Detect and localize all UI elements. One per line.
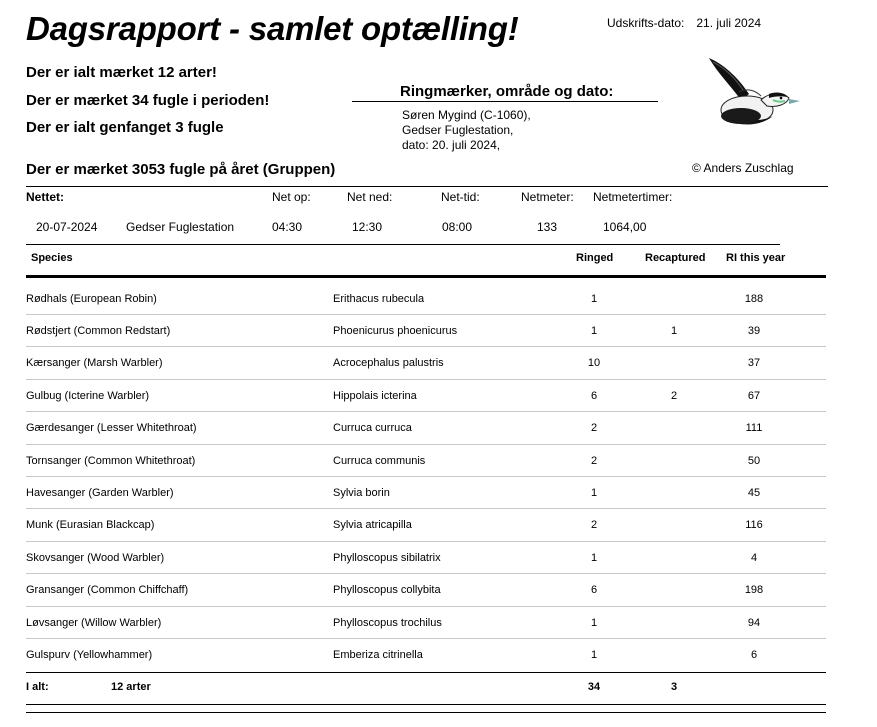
ringed-count: 1 — [590, 648, 598, 661]
divider — [26, 672, 826, 673]
ringer-name: Søren Mygind (C-1060), — [402, 108, 531, 122]
print-date-label: Udskrifts-dato: — [607, 16, 685, 30]
ringed-count: 1 — [590, 551, 598, 564]
net-down: 12:30 — [352, 220, 383, 234]
net-meters: 133 — [537, 220, 558, 234]
species-name: Rødstjert (Common Redstart) — [26, 324, 171, 337]
print-date — [607, 16, 761, 30]
species-latin: Sylvia atricapilla — [333, 519, 412, 532]
species-latin: Erithacus rubecula — [333, 292, 425, 305]
ringed-count: 1 — [590, 292, 598, 305]
net-down-header: Net ned: — [347, 190, 393, 204]
year-count: 67 — [747, 389, 761, 402]
net-meters-header: Netmeter: — [521, 190, 574, 204]
divider — [26, 244, 780, 245]
species-latin: Phylloscopus trochilus — [333, 616, 442, 629]
net-up-header: Net op: — [272, 190, 311, 204]
divider — [26, 704, 826, 705]
table-row — [0, 476, 877, 509]
summary-recaptured: Der er ialt genfanget 3 fugle — [26, 119, 224, 136]
col-recaptured: Recaptured — [645, 252, 706, 264]
ringed-count: 1 — [590, 324, 598, 337]
table-row — [0, 606, 877, 639]
year-count: 37 — [747, 357, 761, 370]
year-count: 111 — [745, 422, 763, 435]
species-name: Gulspurv (Yellowhammer) — [26, 648, 153, 661]
header-rule — [26, 275, 826, 278]
table-row — [0, 638, 877, 671]
ringer-place: Gedser Fuglestation, — [402, 123, 514, 137]
species-name: Havesanger (Garden Warbler) — [26, 486, 174, 499]
species-latin: Phoenicurus phoenicurus — [333, 324, 458, 337]
print-date-value: 21. juli 2024 — [696, 16, 762, 30]
year-count: 4 — [750, 551, 758, 564]
table-row — [0, 412, 877, 445]
net-section-label: Nettet: — [26, 190, 64, 204]
net-location: Gedser Fuglestation — [126, 220, 235, 234]
species-latin: Sylvia borin — [333, 486, 390, 499]
recaptured-count: 2 — [670, 389, 678, 402]
year-count: 39 — [747, 324, 761, 337]
species-latin: Hippolais icterina — [333, 389, 417, 402]
ringed-count: 2 — [590, 454, 598, 467]
eider-duck-icon — [703, 54, 803, 130]
page-title: Dagsrapport - samlet optælling! — [26, 10, 519, 47]
species-name: Munk (Eurasian Blackcap) — [26, 519, 155, 532]
species-name: Skovsanger (Wood Warbler) — [26, 551, 165, 564]
species-name: Gærdesanger (Lesser Whitethroat) — [26, 422, 197, 435]
year-count: 198 — [744, 584, 764, 597]
year-count: 94 — [747, 616, 761, 629]
col-species: Species — [31, 252, 73, 264]
species-latin: Phylloscopus sibilatrix — [333, 551, 441, 564]
species-latin: Curruca communis — [333, 454, 426, 467]
net-meter-hours-header: Netmetertimer: — [593, 190, 673, 204]
table-row — [0, 444, 877, 477]
ringed-count: 2 — [590, 519, 598, 532]
copyright: © Anders Zuschlag — [692, 161, 794, 175]
year-count: 188 — [744, 292, 764, 305]
species-name: Løvsanger (Willow Warbler) — [26, 616, 162, 629]
ringed-count: 6 — [590, 389, 598, 402]
summary-species: Der er ialt mærket 12 arter! — [26, 64, 217, 81]
summary-birds: Der er mærket 34 fugle i perioden! — [26, 92, 270, 109]
species-name: Gulbug (Icterine Warbler) — [26, 389, 150, 402]
species-name: Rødhals (European Robin) — [26, 292, 157, 305]
ringed-count: 6 — [590, 584, 598, 597]
ringer-title: Ringmærker, område og dato: — [400, 83, 614, 100]
ringed-count: 10 — [587, 357, 601, 370]
divider — [26, 186, 828, 187]
species-name: Gransanger (Common Chiffchaff) — [26, 584, 189, 597]
total-species-count: 12 arter — [111, 681, 151, 693]
net-date: 20-07-2024 — [36, 220, 98, 234]
year-count: 45 — [747, 486, 761, 499]
ringed-count: 1 — [590, 616, 598, 629]
net-meter-hours: 1064,00 — [603, 220, 647, 234]
species-name: Tornsanger (Common Whitethroat) — [26, 454, 196, 467]
table-row — [0, 314, 877, 347]
col-ringed: Ringed — [576, 252, 614, 264]
year-count: 50 — [747, 454, 761, 467]
table-row — [0, 509, 877, 542]
net-up: 04:30 — [272, 220, 303, 234]
year-count: 6 — [750, 648, 758, 661]
total-ringed: 34 — [587, 681, 601, 693]
species-latin: Emberiza citrinella — [333, 648, 423, 661]
recaptured-count: 1 — [670, 324, 678, 337]
net-time: 08:00 — [442, 220, 473, 234]
ringed-count: 2 — [590, 422, 598, 435]
divider — [26, 712, 826, 713]
species-latin: Acrocephalus palustris — [333, 357, 444, 370]
year-total: Der er mærket 3053 fugle på året (Gruppen) — [26, 161, 336, 178]
table-row — [0, 541, 877, 574]
species-latin: Phylloscopus collybita — [333, 584, 441, 597]
col-this-year: RI this year — [726, 252, 786, 264]
ringed-count: 1 — [590, 486, 598, 499]
ringer-divider — [352, 101, 658, 102]
species-name: Kærsanger (Marsh Warbler) — [26, 357, 163, 370]
table-row — [0, 347, 877, 380]
table-row — [0, 379, 877, 412]
total-label: I alt: — [26, 681, 49, 693]
ringer-date: dato: 20. juli 2024, — [402, 138, 501, 152]
total-recaptured: 3 — [670, 681, 678, 693]
table-row — [0, 574, 877, 607]
table-row — [0, 282, 877, 315]
year-count: 116 — [745, 519, 763, 532]
species-latin: Curruca curruca — [333, 422, 412, 435]
net-time-header: Net-tid: — [441, 190, 480, 204]
